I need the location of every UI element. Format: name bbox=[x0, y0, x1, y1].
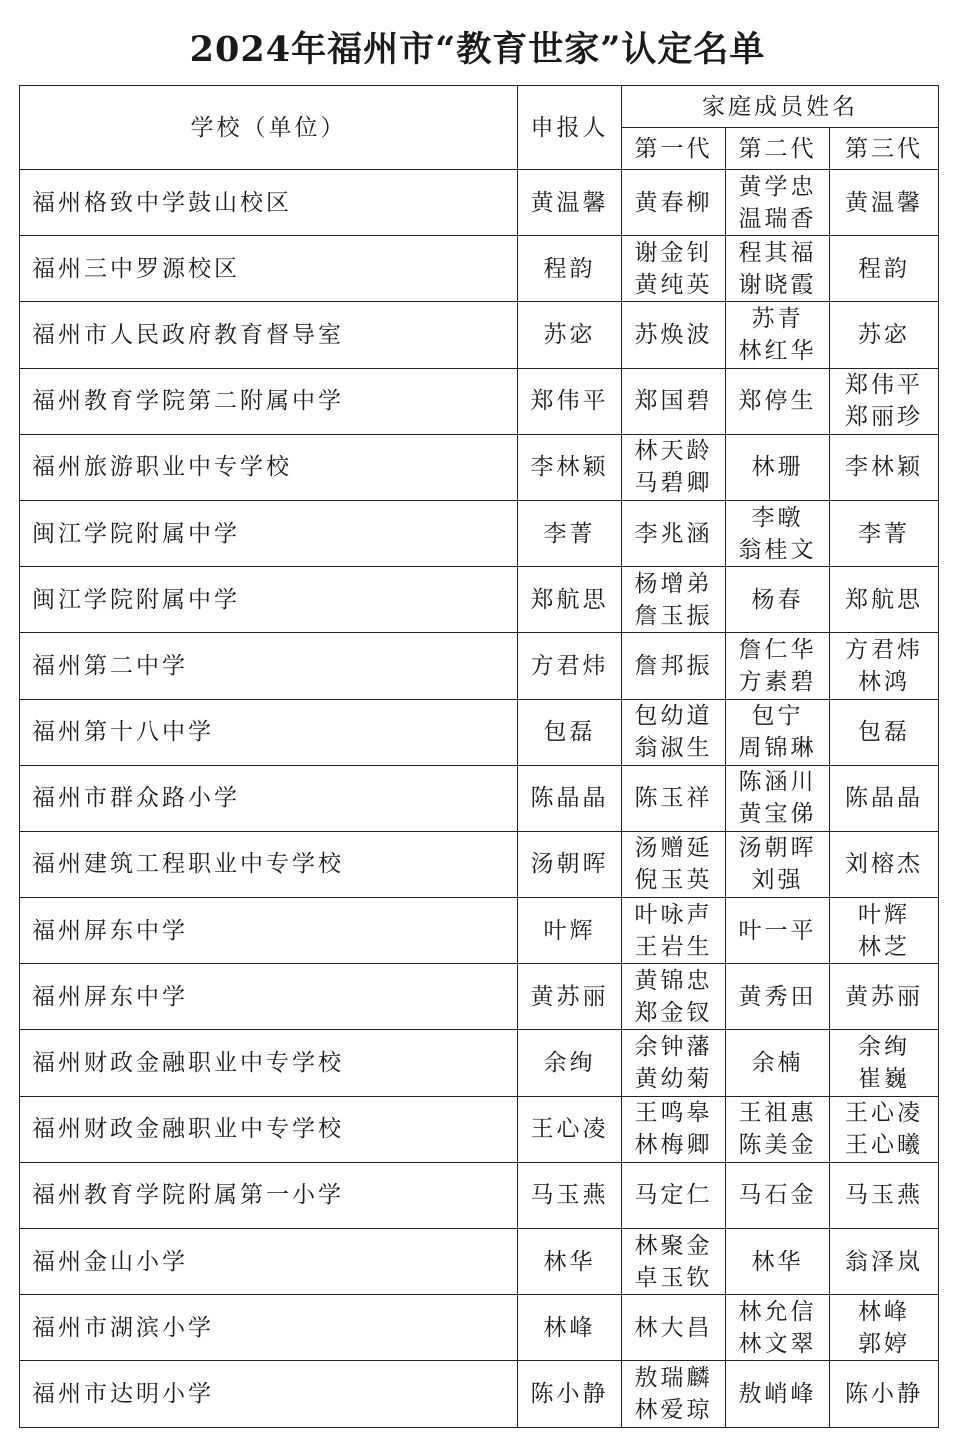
member-name: 林芝 bbox=[858, 933, 910, 960]
member-name: 杨春 bbox=[751, 586, 804, 613]
gen3-cell bbox=[830, 1295, 939, 1361]
school-cell: 福州建筑工程职业中专学校 bbox=[20, 831, 518, 897]
applicant-cell: 叶辉 bbox=[518, 898, 622, 964]
member-name: 包幼道 bbox=[634, 703, 713, 730]
member-name: 林华 bbox=[751, 1248, 804, 1275]
gen2-cell bbox=[726, 964, 830, 1030]
member-name: 林鸿 bbox=[858, 668, 910, 695]
school-cell: 福州财政金融职业中专学校 bbox=[20, 1030, 518, 1096]
school-cell: 福州财政金融职业中专学校 bbox=[20, 1096, 518, 1162]
member-name: 詹玉振 bbox=[634, 602, 713, 629]
school-cell: 闽江学院附属中学 bbox=[20, 567, 518, 633]
school-cell: 福州旅游职业中专学校 bbox=[20, 434, 518, 500]
member-name: 翁桂文 bbox=[738, 536, 817, 563]
applicant-cell: 方君炜 bbox=[518, 633, 622, 699]
page-title: 2024年福州市“教育世家”认定名单 bbox=[189, 29, 766, 70]
member-name: 林红华 bbox=[738, 337, 817, 364]
member-name: 黄宝俤 bbox=[738, 801, 817, 828]
member-name: 郑停生 bbox=[738, 388, 817, 415]
member-name: 马碧卿 bbox=[634, 470, 713, 497]
member-name: 王岩生 bbox=[634, 933, 713, 960]
member-name: 苏宓 bbox=[858, 321, 910, 348]
gen2-cell bbox=[726, 1229, 830, 1295]
applicant-cell: 林峰 bbox=[518, 1295, 622, 1361]
gen3-cell bbox=[830, 964, 939, 1030]
table-row bbox=[20, 898, 939, 964]
header-family-members: 家庭成员姓名 bbox=[622, 86, 939, 128]
table-row bbox=[20, 1229, 939, 1295]
member-name: 林大昌 bbox=[634, 1314, 713, 1341]
table-row bbox=[20, 1030, 939, 1096]
member-name: 苏青 bbox=[751, 305, 804, 332]
gen2-cell bbox=[726, 699, 830, 765]
member-name: 王心凌 bbox=[845, 1100, 923, 1127]
member-name: 苏焕波 bbox=[634, 321, 713, 348]
gen1-cell bbox=[622, 500, 726, 566]
header-gen3: 第三代 bbox=[830, 128, 939, 170]
member-name: 温瑞香 bbox=[738, 205, 817, 232]
school-cell: 福州金山小学 bbox=[20, 1229, 518, 1295]
header-gen1: 第一代 bbox=[622, 128, 726, 170]
member-name: 李暾 bbox=[751, 504, 804, 531]
school-cell: 福州屏东中学 bbox=[20, 964, 518, 1030]
member-name: 叶咏声 bbox=[634, 901, 713, 928]
member-name: 杨增弟 bbox=[634, 570, 713, 597]
applicant-cell: 陈小静 bbox=[518, 1361, 622, 1427]
member-name: 马石金 bbox=[738, 1182, 817, 1209]
member-name: 崔巍 bbox=[858, 1066, 910, 1093]
gen2-cell bbox=[726, 302, 830, 368]
member-name: 叶辉 bbox=[858, 901, 910, 928]
table-row bbox=[20, 964, 939, 1030]
member-name: 陈晶晶 bbox=[845, 785, 923, 812]
member-name: 敖瑞麟 bbox=[634, 1364, 713, 1391]
applicant-cell: 包磊 bbox=[518, 699, 622, 765]
member-name: 郑国碧 bbox=[634, 388, 713, 415]
school-cell: 福州三中罗源校区 bbox=[20, 236, 518, 302]
member-name: 马玉燕 bbox=[845, 1182, 923, 1209]
member-name: 包磊 bbox=[858, 719, 910, 746]
table-row bbox=[20, 1096, 939, 1162]
member-name: 谢晓霞 bbox=[738, 271, 817, 298]
applicant-cell: 郑伟平 bbox=[518, 368, 622, 434]
gen1-cell bbox=[622, 765, 726, 831]
member-name: 周锦琳 bbox=[738, 735, 817, 762]
member-name: 郑航思 bbox=[845, 586, 923, 613]
school-cell: 福州市达明小学 bbox=[20, 1361, 518, 1427]
member-name: 敖峭峰 bbox=[738, 1380, 817, 1407]
gen2-cell bbox=[726, 500, 830, 566]
member-name: 陈小静 bbox=[845, 1380, 923, 1407]
gen3-cell bbox=[830, 236, 939, 302]
applicant-cell: 李菁 bbox=[518, 500, 622, 566]
school-cell: 福州教育学院第二附属中学 bbox=[20, 368, 518, 434]
gen2-cell bbox=[726, 1295, 830, 1361]
gen3-cell bbox=[830, 765, 939, 831]
table-row bbox=[20, 699, 939, 765]
applicant-cell: 黄苏丽 bbox=[518, 964, 622, 1030]
applicant-cell: 林华 bbox=[518, 1229, 622, 1295]
gen2-cell bbox=[726, 1030, 830, 1096]
gen3-cell bbox=[830, 1229, 939, 1295]
member-name: 陈美金 bbox=[738, 1132, 817, 1159]
gen3-cell bbox=[830, 1162, 939, 1228]
member-name: 郑丽珍 bbox=[845, 404, 923, 431]
member-name: 余绚 bbox=[858, 1034, 910, 1061]
gen2-cell bbox=[726, 633, 830, 699]
member-name: 李林颖 bbox=[845, 454, 923, 481]
gen2-cell bbox=[726, 368, 830, 434]
gen1-cell bbox=[622, 236, 726, 302]
table-row bbox=[20, 1295, 939, 1361]
header-school: 学校（单位） bbox=[20, 86, 518, 170]
member-name: 林文翠 bbox=[738, 1330, 817, 1357]
member-name: 方君炜 bbox=[845, 636, 923, 663]
member-name: 黄春柳 bbox=[634, 189, 713, 216]
table-row bbox=[20, 1162, 939, 1228]
member-name: 谢金钊 bbox=[634, 239, 713, 266]
gen3-cell bbox=[830, 633, 939, 699]
gen3-cell bbox=[830, 1361, 939, 1427]
header-applicant: 申报人 bbox=[518, 86, 622, 170]
applicant-cell: 汤朝晖 bbox=[518, 831, 622, 897]
member-name: 黄苏丽 bbox=[845, 983, 923, 1010]
gen1-cell bbox=[622, 1295, 726, 1361]
member-name: 包宁 bbox=[751, 703, 804, 730]
member-name: 王鸣皋 bbox=[634, 1100, 713, 1127]
gen1-cell bbox=[622, 1361, 726, 1427]
table-row bbox=[20, 302, 939, 368]
recognition-table bbox=[19, 85, 939, 1428]
member-name: 程其福 bbox=[738, 239, 817, 266]
member-name: 黄幼菊 bbox=[634, 1066, 713, 1093]
applicant-cell: 黄温馨 bbox=[518, 170, 622, 236]
member-name: 李兆涵 bbox=[634, 520, 713, 547]
school-cell: 福州屏东中学 bbox=[20, 898, 518, 964]
applicant-cell: 苏宓 bbox=[518, 302, 622, 368]
member-name: 方素碧 bbox=[738, 668, 817, 695]
gen2-cell bbox=[726, 765, 830, 831]
member-name: 詹邦振 bbox=[634, 652, 713, 679]
member-name: 倪玉英 bbox=[634, 867, 713, 894]
member-name: 马定仁 bbox=[634, 1182, 713, 1209]
gen1-cell bbox=[622, 170, 726, 236]
member-name: 翁泽岚 bbox=[845, 1248, 923, 1275]
table-row bbox=[20, 567, 939, 633]
member-name: 林爱琼 bbox=[634, 1396, 713, 1423]
member-name: 王心曦 bbox=[845, 1132, 923, 1159]
gen2-cell bbox=[726, 170, 830, 236]
gen3-cell bbox=[830, 170, 939, 236]
school-cell: 福州市人民政府教育督导室 bbox=[20, 302, 518, 368]
gen3-cell bbox=[830, 898, 939, 964]
gen3-cell bbox=[830, 699, 939, 765]
gen2-cell bbox=[726, 898, 830, 964]
school-cell: 福州第十八中学 bbox=[20, 699, 518, 765]
table-row bbox=[20, 170, 939, 236]
member-name: 汤赠延 bbox=[634, 835, 713, 862]
gen1-cell bbox=[622, 1229, 726, 1295]
member-name: 黄学忠 bbox=[738, 173, 817, 200]
gen1-cell bbox=[622, 699, 726, 765]
school-cell: 福州格致中学鼓山校区 bbox=[20, 170, 518, 236]
member-name: 翁淑生 bbox=[634, 735, 713, 762]
table-row bbox=[20, 236, 939, 302]
table-row bbox=[20, 1361, 939, 1427]
gen1-cell bbox=[622, 302, 726, 368]
member-name: 陈玉祥 bbox=[634, 785, 713, 812]
member-name: 郑金钗 bbox=[634, 999, 713, 1026]
table-row bbox=[20, 765, 939, 831]
member-name: 黄温馨 bbox=[845, 189, 923, 216]
member-name: 林允信 bbox=[738, 1298, 817, 1325]
gen3-cell bbox=[830, 567, 939, 633]
member-name: 林聚金 bbox=[634, 1232, 713, 1259]
table-row bbox=[20, 633, 939, 699]
member-name: 余钟藩 bbox=[634, 1034, 713, 1061]
gen3-cell bbox=[830, 434, 939, 500]
gen1-cell bbox=[622, 567, 726, 633]
table-row bbox=[20, 500, 939, 566]
gen1-cell bbox=[622, 633, 726, 699]
member-name: 刘强 bbox=[751, 867, 804, 894]
member-name: 黄秀田 bbox=[738, 983, 817, 1010]
table-row bbox=[20, 434, 939, 500]
gen2-cell bbox=[726, 567, 830, 633]
member-name: 刘榕杰 bbox=[845, 851, 923, 878]
gen1-cell bbox=[622, 964, 726, 1030]
gen1-cell bbox=[622, 434, 726, 500]
gen3-cell bbox=[830, 368, 939, 434]
member-name: 林天龄 bbox=[634, 438, 713, 465]
gen3-cell bbox=[830, 1030, 939, 1096]
member-name: 陈涵川 bbox=[738, 769, 817, 796]
member-name: 叶一平 bbox=[738, 917, 817, 944]
gen2-cell bbox=[726, 236, 830, 302]
member-name: 黄锦忠 bbox=[634, 967, 713, 994]
gen3-cell bbox=[830, 831, 939, 897]
gen1-cell bbox=[622, 1030, 726, 1096]
member-name: 汤朝晖 bbox=[738, 835, 817, 862]
applicant-cell: 李林颖 bbox=[518, 434, 622, 500]
gen2-cell bbox=[726, 1096, 830, 1162]
school-cell: 福州教育学院附属第一小学 bbox=[20, 1162, 518, 1228]
header-gen2: 第二代 bbox=[726, 128, 830, 170]
applicant-cell: 马玉燕 bbox=[518, 1162, 622, 1228]
gen2-cell bbox=[726, 1361, 830, 1427]
member-name: 卓玉钦 bbox=[634, 1264, 713, 1291]
member-name: 林珊 bbox=[751, 454, 804, 481]
school-cell: 福州第二中学 bbox=[20, 633, 518, 699]
school-cell: 福州市湖滨小学 bbox=[20, 1295, 518, 1361]
applicant-cell: 王心凌 bbox=[518, 1096, 622, 1162]
table-row bbox=[20, 831, 939, 897]
gen1-cell bbox=[622, 898, 726, 964]
member-name: 詹仁华 bbox=[738, 636, 817, 663]
gen3-cell bbox=[830, 500, 939, 566]
member-name: 黄纯英 bbox=[634, 271, 713, 298]
gen1-cell bbox=[622, 831, 726, 897]
applicant-cell: 余绚 bbox=[518, 1030, 622, 1096]
gen1-cell bbox=[622, 1096, 726, 1162]
member-name: 郑伟平 bbox=[845, 372, 923, 399]
member-name: 程韵 bbox=[858, 255, 910, 282]
gen2-cell bbox=[726, 1162, 830, 1228]
member-name: 余楠 bbox=[751, 1050, 804, 1077]
member-name: 林梅卿 bbox=[634, 1132, 713, 1159]
school-cell: 闽江学院附属中学 bbox=[20, 500, 518, 566]
table-body bbox=[20, 170, 939, 1428]
member-name: 王祖惠 bbox=[738, 1100, 817, 1127]
member-name: 郭婷 bbox=[858, 1330, 910, 1357]
member-name: 李菁 bbox=[858, 520, 910, 547]
gen2-cell bbox=[726, 831, 830, 897]
gen3-cell bbox=[830, 302, 939, 368]
applicant-cell: 陈晶晶 bbox=[518, 765, 622, 831]
applicant-cell: 程韵 bbox=[518, 236, 622, 302]
member-name: 林峰 bbox=[858, 1298, 910, 1325]
table-row bbox=[20, 368, 939, 434]
gen1-cell bbox=[622, 368, 726, 434]
gen1-cell bbox=[622, 1162, 726, 1228]
school-cell: 福州市群众路小学 bbox=[20, 765, 518, 831]
gen3-cell bbox=[830, 1096, 939, 1162]
applicant-cell: 郑航思 bbox=[518, 567, 622, 633]
gen2-cell bbox=[726, 434, 830, 500]
